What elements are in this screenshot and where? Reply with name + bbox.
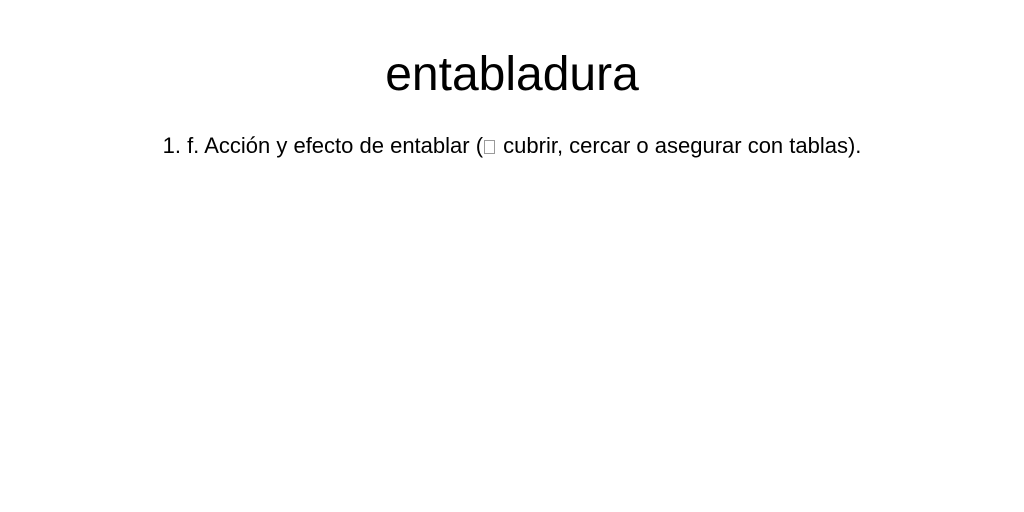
definition-text-before: Acción y efecto de entablar ( — [204, 133, 484, 158]
cross-reference-icon — [484, 140, 495, 154]
definition-line — [0, 131, 1024, 161]
headword-title: entabladura — [385, 48, 639, 101]
definition-text-after: cubrir, cercar o asegurar con tablas). — [497, 133, 862, 158]
definition-number: 1. — [162, 133, 181, 158]
grammar-label: f. — [187, 133, 200, 158]
